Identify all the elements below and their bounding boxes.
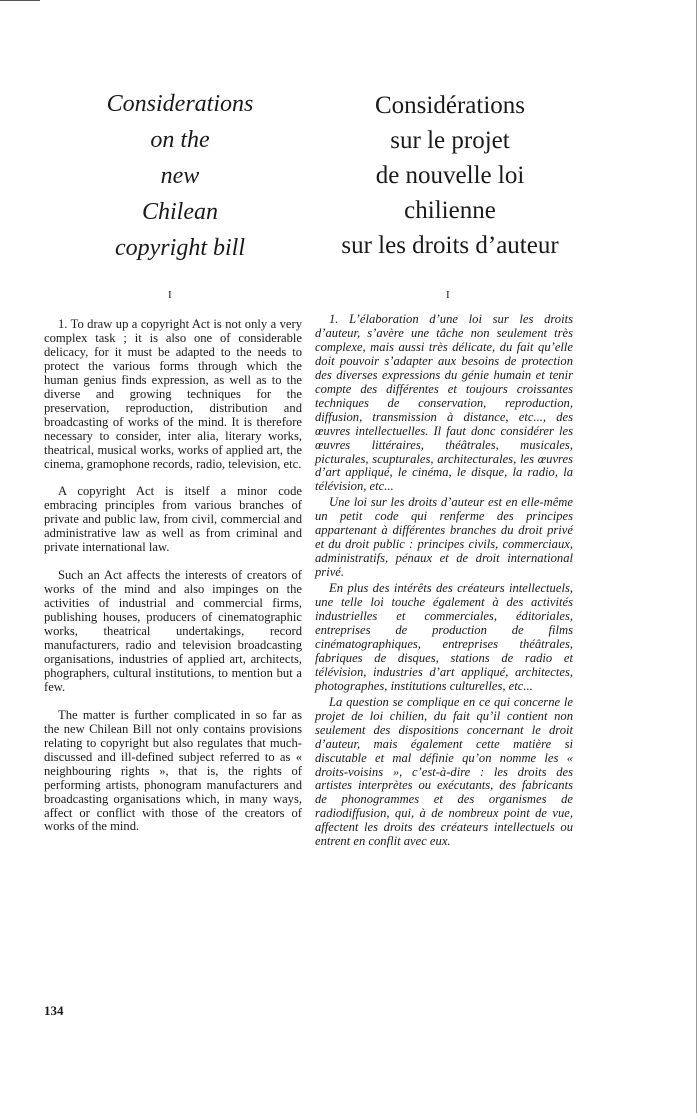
paragraph-en: Such an Act affects the interests of creators of works of the mind and also impinges on the activities of industrial and commercial firms, publishing houses, producers of cinematographic works, theatrical undertakings, record manufacturers, radio and television broadcasting organisations, industries of applied art, architects, phographers, cultural institutions, to mention but a few.	[44, 568, 302, 694]
page-edge	[696, 0, 697, 1113]
title-fr-line: sur les droits d’auteur	[341, 232, 559, 259]
paragraph-en: A copyright Act is itself a minor code embracing principles from various branches of private and public law, from civil, commercial and administrative law as well as from criminal and private international law.	[44, 484, 302, 555]
paragraph-fr: En plus des intérêts des créateurs intellectuels, une telle loi touche également à des activités industrielles et commerciales, éditoriales, entreprises de production de films cinématographiques, entreprises théâtrales, fabriques de disques, stations de radio et télévision, industries d’art appliqué, architectes, photographes, institutions culturelles, etc...	[315, 581, 573, 693]
title-en-line: Considerations	[106, 91, 254, 117]
section-numeral-english: I	[168, 289, 172, 301]
title-french	[310, 88, 590, 263]
column-english	[44, 318, 302, 848]
paragraph-en: The matter is further complicated in so far as the new Chilean Bill not only contains provisions relating to copyright but also regulates that much-discussed and ill-defined subject referred to as « neighbouring rights », that is, the rights of performing artists, phonogram manufacturers and broadcasting organisations which, in many ways, affect or conflict with those of the creators of works of the mind.	[44, 707, 302, 834]
title-en-line: on the	[150, 127, 210, 153]
title-en-line: Chilean	[142, 199, 218, 225]
top-rule	[0, 0, 40, 1]
paragraph-fr: La question se complique en ce qui concerne le projet de loi chilien, du fait qu’il contient non seulement des dispositions concernant le droit d’auteur, mais également cette matière si discutable et mal définie qu’on nomme les « droits-voisins », c’est-à-dire : les droits des artistes interprètes ou exécutants, des fabricants de phonogrammes et des organismes de radiodiffusion, qui, à de nombreux point de vue, affectent les droits des créateurs intellectuels ou entrent en conflit avec eux.	[315, 694, 573, 849]
paragraph-fr: 1. L’élaboration d’une loi sur les droits d’auteur, s’avère une tâche non seulement très complexe, mais aussi très délicate, du fait qu’elle doit pouvoir s’adapter aux besoins de protection des diverses expressions du génie humain et tenir compte des différentes et toujours croissantes techniques de conservation, reproduction, diffusion, transmission à distance, etc..., des œuvres intellectuelles. Il faut donc considérer les œuvres littéraires, théâtrales, musicales, picturales, scupturales, architecturales, les œuvres d’art appliqué, le cinéma, le disque, la radio, la télévision, etc...	[315, 312, 573, 494]
page-number: 134	[44, 1003, 64, 1018]
paragraph-en: 1. To draw up a copyright Act is not only a very complex task ; it is also one of considerable delicacy, for it must be adapted to the needs to protect the various forms through which the human genius finds expression, as well as to the diverse and growing techniques for the preservation, reproduction, distribution and broadcasting of works of the mind. It is therefore necessary to consider, inter alia, literary works, theatrical, musical works, works of applied art, the cinema, gramophone records, radio, television, etc.	[44, 317, 302, 471]
paragraph-fr: Une loi sur les droits d’auteur est en elle-même un petit code qui renferme des principes appartenant à différentes branches du droit privé et du droit public : principes civils, commerciaux, administratifs, pénaux et de droit international privé.	[315, 495, 573, 580]
title-fr-line: sur le projet	[390, 127, 510, 154]
title-en-line: new	[160, 163, 200, 189]
section-numeral-french: I	[446, 289, 450, 301]
title-fr-line: Considérations	[375, 92, 525, 119]
title-fr-line: de nouvelle loi	[375, 162, 525, 189]
title-english	[80, 86, 280, 266]
title-fr-line: chilienne	[404, 197, 496, 224]
column-french	[315, 313, 573, 851]
title-en-line: copyright bill	[115, 235, 245, 261]
